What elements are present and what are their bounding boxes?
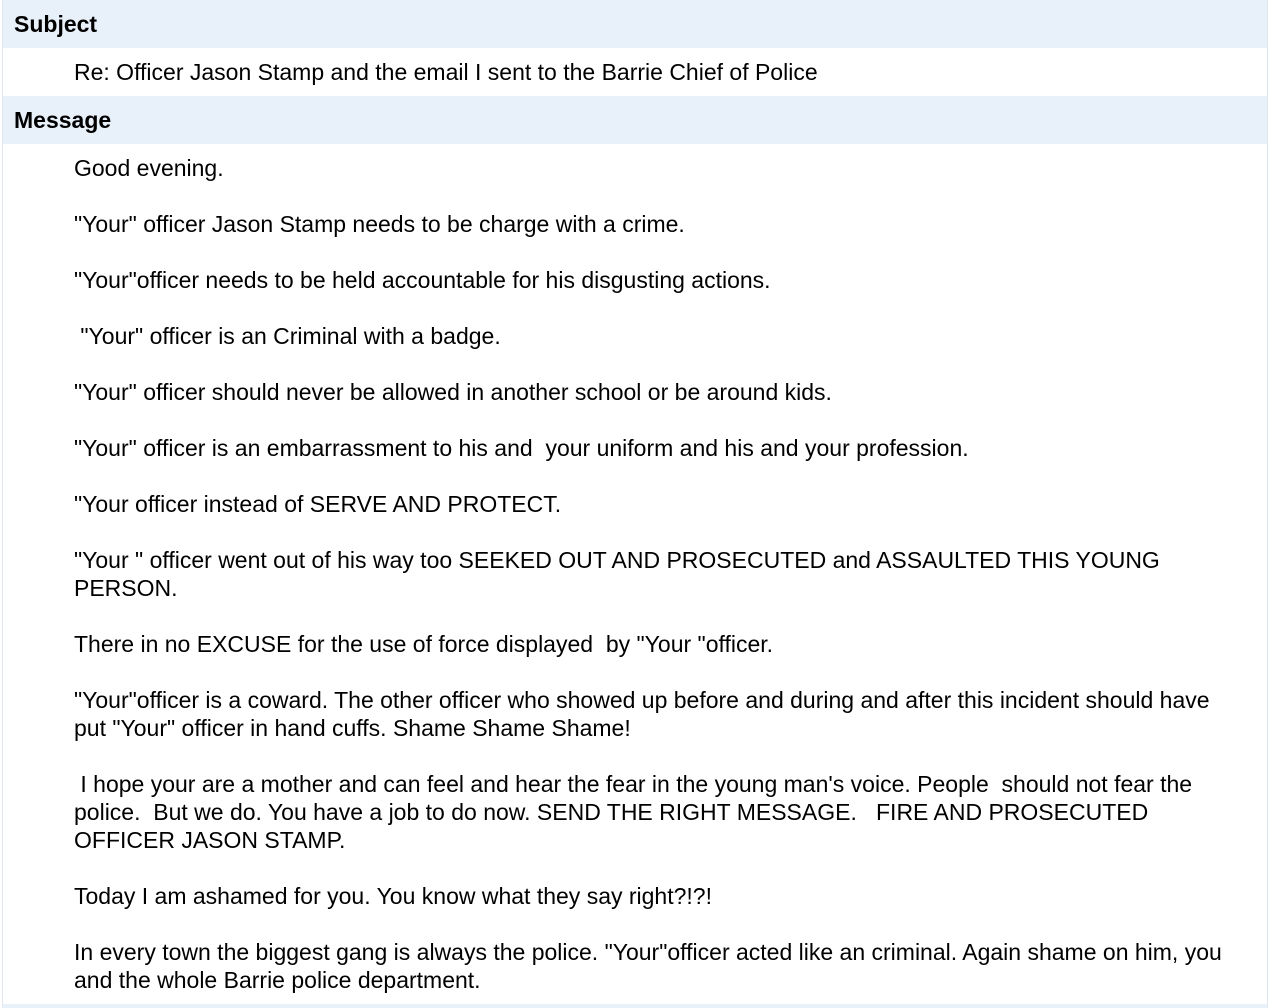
message-paragraph: There in no EXCUSE for the use of force displayed by "Your "officer. [74, 631, 774, 657]
message-header: Message [3, 96, 1267, 144]
message-paragraph: I hope your are a mother and can feel and hear the fear in the young man's voice. People should not fear the police. But we do. You have a job to do now. SEND THE RIGHT MESSAGE. FIRE AND PROSECUTED OFFICER JASON STAMP. [74, 771, 1199, 853]
email-record [2, 0, 1268, 1008]
message-paragraph: "Your" officer Jason Stamp needs to be charge with a crime. [74, 211, 685, 237]
message-paragraph: "Your"officer needs to be held accountable for his disgusting actions. [74, 267, 771, 293]
message-paragraph: "Your" officer is an Criminal with a badge. [74, 323, 501, 349]
message-body [3, 144, 1267, 994]
message-paragraph: "Your" officer is an embarrassment to his and your uniform and his and your profession. [74, 435, 969, 461]
message-paragraph: "Your " officer went out of his way too SEEKED OUT AND PROSECUTED and ASSAULTED THIS YOUNG PERSON. [74, 547, 1167, 601]
message-paragraph: "Your officer instead of SERVE AND PROTECT. [74, 491, 562, 517]
subject-value: Re: Officer Jason Stamp and the email I sent to the Barrie Chief of Police [74, 59, 818, 85]
message-paragraph: "Your" officer should never be allowed in another school or be around kids. [74, 379, 832, 405]
subject-header: Subject [3, 0, 1267, 48]
message-paragraph: Good evening. [74, 155, 224, 181]
message-paragraph: In every town the biggest gang is always the police. "Your"officer acted like an criminal. Again shame on him, you and the whole Barrie police department. [74, 939, 1235, 993]
message-paragraph: Today I am ashamed for you. You know what they say right?!?! [74, 883, 712, 909]
message-paragraph: "Your"officer is a coward. The other officer who showed up before and during and after this incident should have put "Your" officer in hand cuffs. Shame Shame Shame! [74, 687, 1216, 741]
